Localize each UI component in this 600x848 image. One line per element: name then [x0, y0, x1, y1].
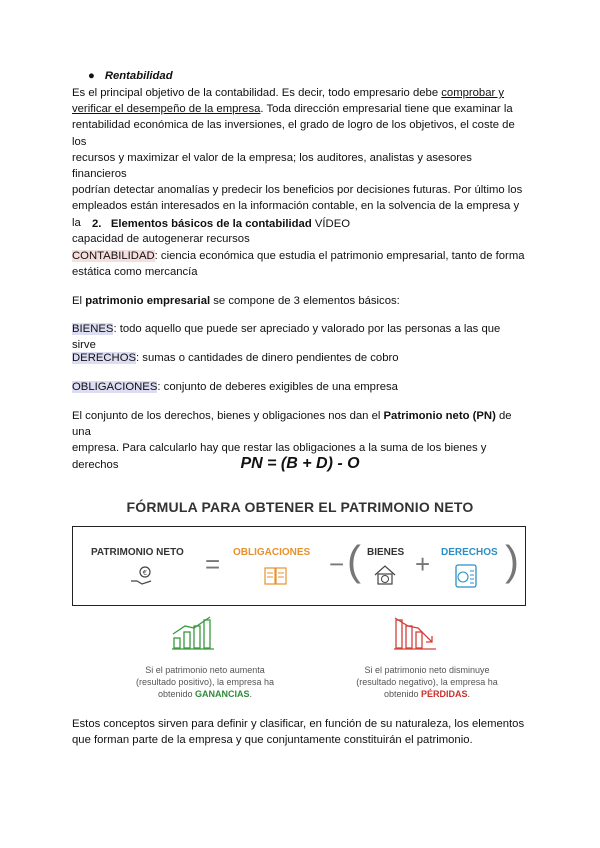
plus-sign: +	[415, 549, 431, 579]
underlined-text: verificar el desempeño de la empresa	[72, 103, 261, 116]
text: El	[72, 295, 86, 307]
rentabilidad-title: Rentabilidad	[104, 70, 173, 82]
obligaciones-label: OBLIGACIONES	[233, 547, 311, 558]
growth-chart-icon	[170, 614, 216, 652]
hand-coin-icon	[129, 565, 155, 587]
patrimonio-neto-label: PATRIMONIO NETO	[91, 547, 184, 558]
patrimonio-sentence	[72, 293, 527, 309]
text-line: estática como mercancía	[72, 266, 198, 279]
ganancias-word: GANANCIAS	[195, 689, 250, 699]
bold-text: Patrimonio neto (PN)	[383, 410, 496, 422]
bullet-rentabilidad	[88, 70, 173, 82]
section-number: 2.	[92, 218, 102, 230]
text-line: recursos y maximizar el valor de la empresa; los auditores, analistas y asesores financieros	[72, 151, 472, 181]
derechos-label: DERECHOS	[441, 547, 498, 558]
text-line: : ciencia económica que estudia el patrimonio empresarial, tanto de forma	[154, 250, 525, 262]
term-obligaciones: OBLIGACIONES	[72, 381, 158, 393]
close-paren: )	[505, 537, 519, 584]
obligaciones-definition	[72, 379, 527, 395]
formula-box	[72, 526, 526, 606]
derechos-definition	[72, 350, 527, 366]
calculator-euro-icon	[453, 563, 479, 589]
text-line: derechos	[72, 458, 119, 471]
bold-text: patrimonio empresarial	[85, 295, 211, 307]
caption-text: .	[467, 689, 471, 699]
section-title: Elementos básicos de la contabilidad	[110, 218, 312, 230]
book-icon	[263, 565, 289, 587]
text: : conjunto de deberes exigibles de una empresa	[157, 381, 398, 393]
bullet-dot: ●	[88, 70, 95, 82]
caption-line: (resultado negativo), la empresa ha	[356, 677, 498, 687]
text-line: empleados están interesados en la información contable, en la solvencia de la empresa y la	[72, 200, 520, 229]
text-line: que forman parte de la empresa y que conjuntamente constituirán el patrimonio.	[72, 734, 473, 747]
text-line: Es el principal objetivo de la contabilidad. Es decir, todo empresario debe	[72, 87, 439, 99]
perdidas-caption	[352, 664, 502, 700]
euro-sign: €	[142, 569, 148, 577]
caption-text: .	[249, 689, 253, 699]
house-coin-icon	[371, 563, 401, 587]
caption-line: (resultado positivo), la empresa ha	[135, 677, 275, 687]
pn-formula: PN = (B + D) - O	[240, 455, 360, 472]
text: de una	[72, 410, 512, 439]
video-label: VÍDEO	[314, 218, 351, 230]
text-line: . Toda dirección empresarial tiene que examinar la	[260, 103, 513, 116]
text-line: empresa. Para calcularlo hay que restar las obligaciones a la suma de los bienes y	[72, 442, 487, 455]
closing-paragraph	[72, 716, 527, 748]
contabilidad-definition	[72, 248, 527, 280]
equals-sign: =	[205, 549, 221, 579]
caption-line: Si el patrimonio neto aumenta	[145, 665, 265, 675]
bienes-label: BIENES	[367, 547, 405, 558]
text-line: Estos conceptos sirven para definir y clasificar, en función de su naturaleza, los elementos	[72, 718, 525, 730]
caption-text: obtenido	[157, 689, 195, 699]
text: El conjunto de los derechos, bienes y obligaciones nos dan el	[72, 410, 384, 422]
decline-chart-icon	[392, 614, 438, 652]
caption-line: Si el patrimonio neto disminuye	[364, 665, 490, 675]
text: : sumas o cantidades de dinero pendientes de cobro	[136, 352, 399, 364]
minus-sign: −	[329, 549, 345, 579]
perdidas-word: PÉRDIDAS	[421, 689, 468, 699]
figure-title: FÓRMULA PARA OBTENER EL PATRIMONIO NETO	[126, 499, 474, 515]
underlined-text: comprobar y	[441, 87, 505, 99]
term-contabilidad: CONTABILIDAD	[72, 250, 155, 262]
text-line: rentabilidad económica de las inversiones, el grado de logro de los objetivos, el coste de los	[72, 119, 515, 148]
term-bienes: BIENES	[72, 323, 114, 335]
bienes-definition	[72, 321, 527, 353]
ganancias-caption	[130, 664, 280, 700]
term-derechos: DERECHOS	[72, 352, 137, 364]
caption-text: obtenido	[383, 689, 421, 699]
text-line: podrían detectar anomalías y predecir los beneficios por decisiones futuras. Por último los	[72, 184, 523, 197]
text: se compone de 3 elementos básicos:	[210, 295, 400, 307]
section-heading	[92, 218, 350, 230]
text: : todo aquello que puede ser apreciado y valorado por las personas a las que sirve	[72, 323, 501, 352]
open-paren: (	[347, 537, 361, 584]
text-line: capacidad de autogenerar recursos	[72, 232, 250, 245]
